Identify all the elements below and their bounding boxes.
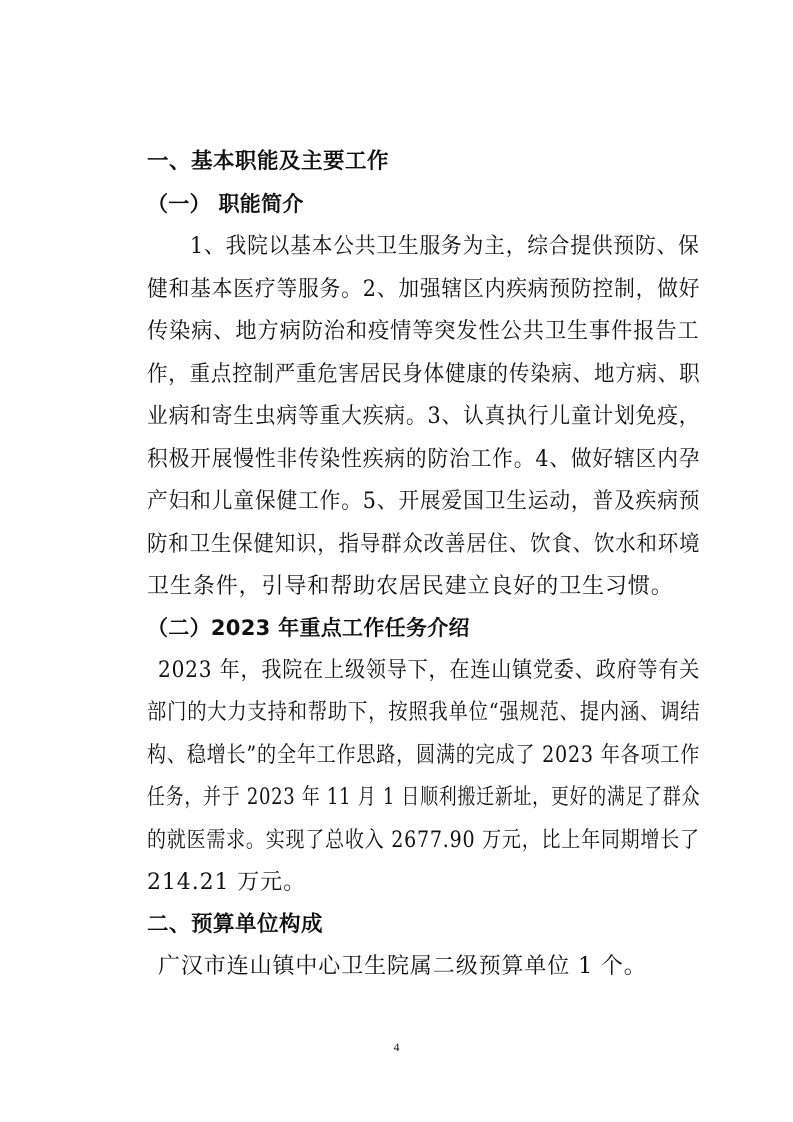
section-2-heading: 二、预算单位构成	[147, 912, 324, 937]
paragraph-line: 卫生条件，引导和帮助农居民建立良好的卫生习惯。	[147, 574, 674, 599]
paragraph-line: 健和基本医疗等服务。2、加强辖区内疾病预防控制，做好	[147, 277, 701, 302]
section-2-text: 广汉市连山镇中心卫生院属二级预算单位 1 个。	[158, 954, 647, 979]
page-number: 4	[393, 1040, 400, 1054]
paragraph-line: 作，重点控制严重危害居民身体健康的传染病、地方病、职	[147, 362, 701, 387]
paragraph-line: 业病和寄生虫病等重大疾病。3、认真执行儿童计划免疫，	[147, 404, 701, 429]
paragraph-line: 214.21 万元。	[147, 870, 306, 895]
subsection-2-heading: （二）2023 年重点工作任务介绍	[147, 616, 470, 640]
paragraph-line: 积极开展慢性非传染性疾病的防治工作。4、做好辖区内孕	[147, 447, 701, 472]
paragraph-line: 的就医需求。实现了总收入 2677.90 万元，比上年同期增长了	[147, 828, 700, 853]
paragraph-line: 部门的大力支持和帮助下，按照我单位“强规范、提内涵、调结	[147, 700, 701, 725]
paragraph-line: 1、我院以基本公共卫生服务为主，综合提供预防、保	[190, 234, 700, 259]
paragraph-line: 2023 年，我院在上级领导下，在连山镇党委、政府等有关	[158, 658, 701, 683]
section-1-heading: 一、基本职能及主要工作	[147, 149, 390, 174]
paragraph-line: 构、稳增长”的全年工作思路，圆满的完成了 2023 年各项工作	[147, 743, 701, 768]
paragraph-line: 防和卫生保健知识，指导群众改善居住、饮食、饮水和环境	[147, 532, 701, 557]
paragraph-line: 传染病、地方病防治和疫情等突发性公共卫生事件报告工	[147, 319, 700, 344]
subsection-1-heading: （一） 职能简介	[147, 192, 304, 216]
paragraph-line: 产妇和儿童保健工作。5、开展爱国卫生运动，普及疾病预	[147, 489, 701, 514]
paragraph-line: 任务，并于 2023 年 11 月 1 日顺利搬迁新址，更好的满足了群众	[147, 785, 701, 810]
